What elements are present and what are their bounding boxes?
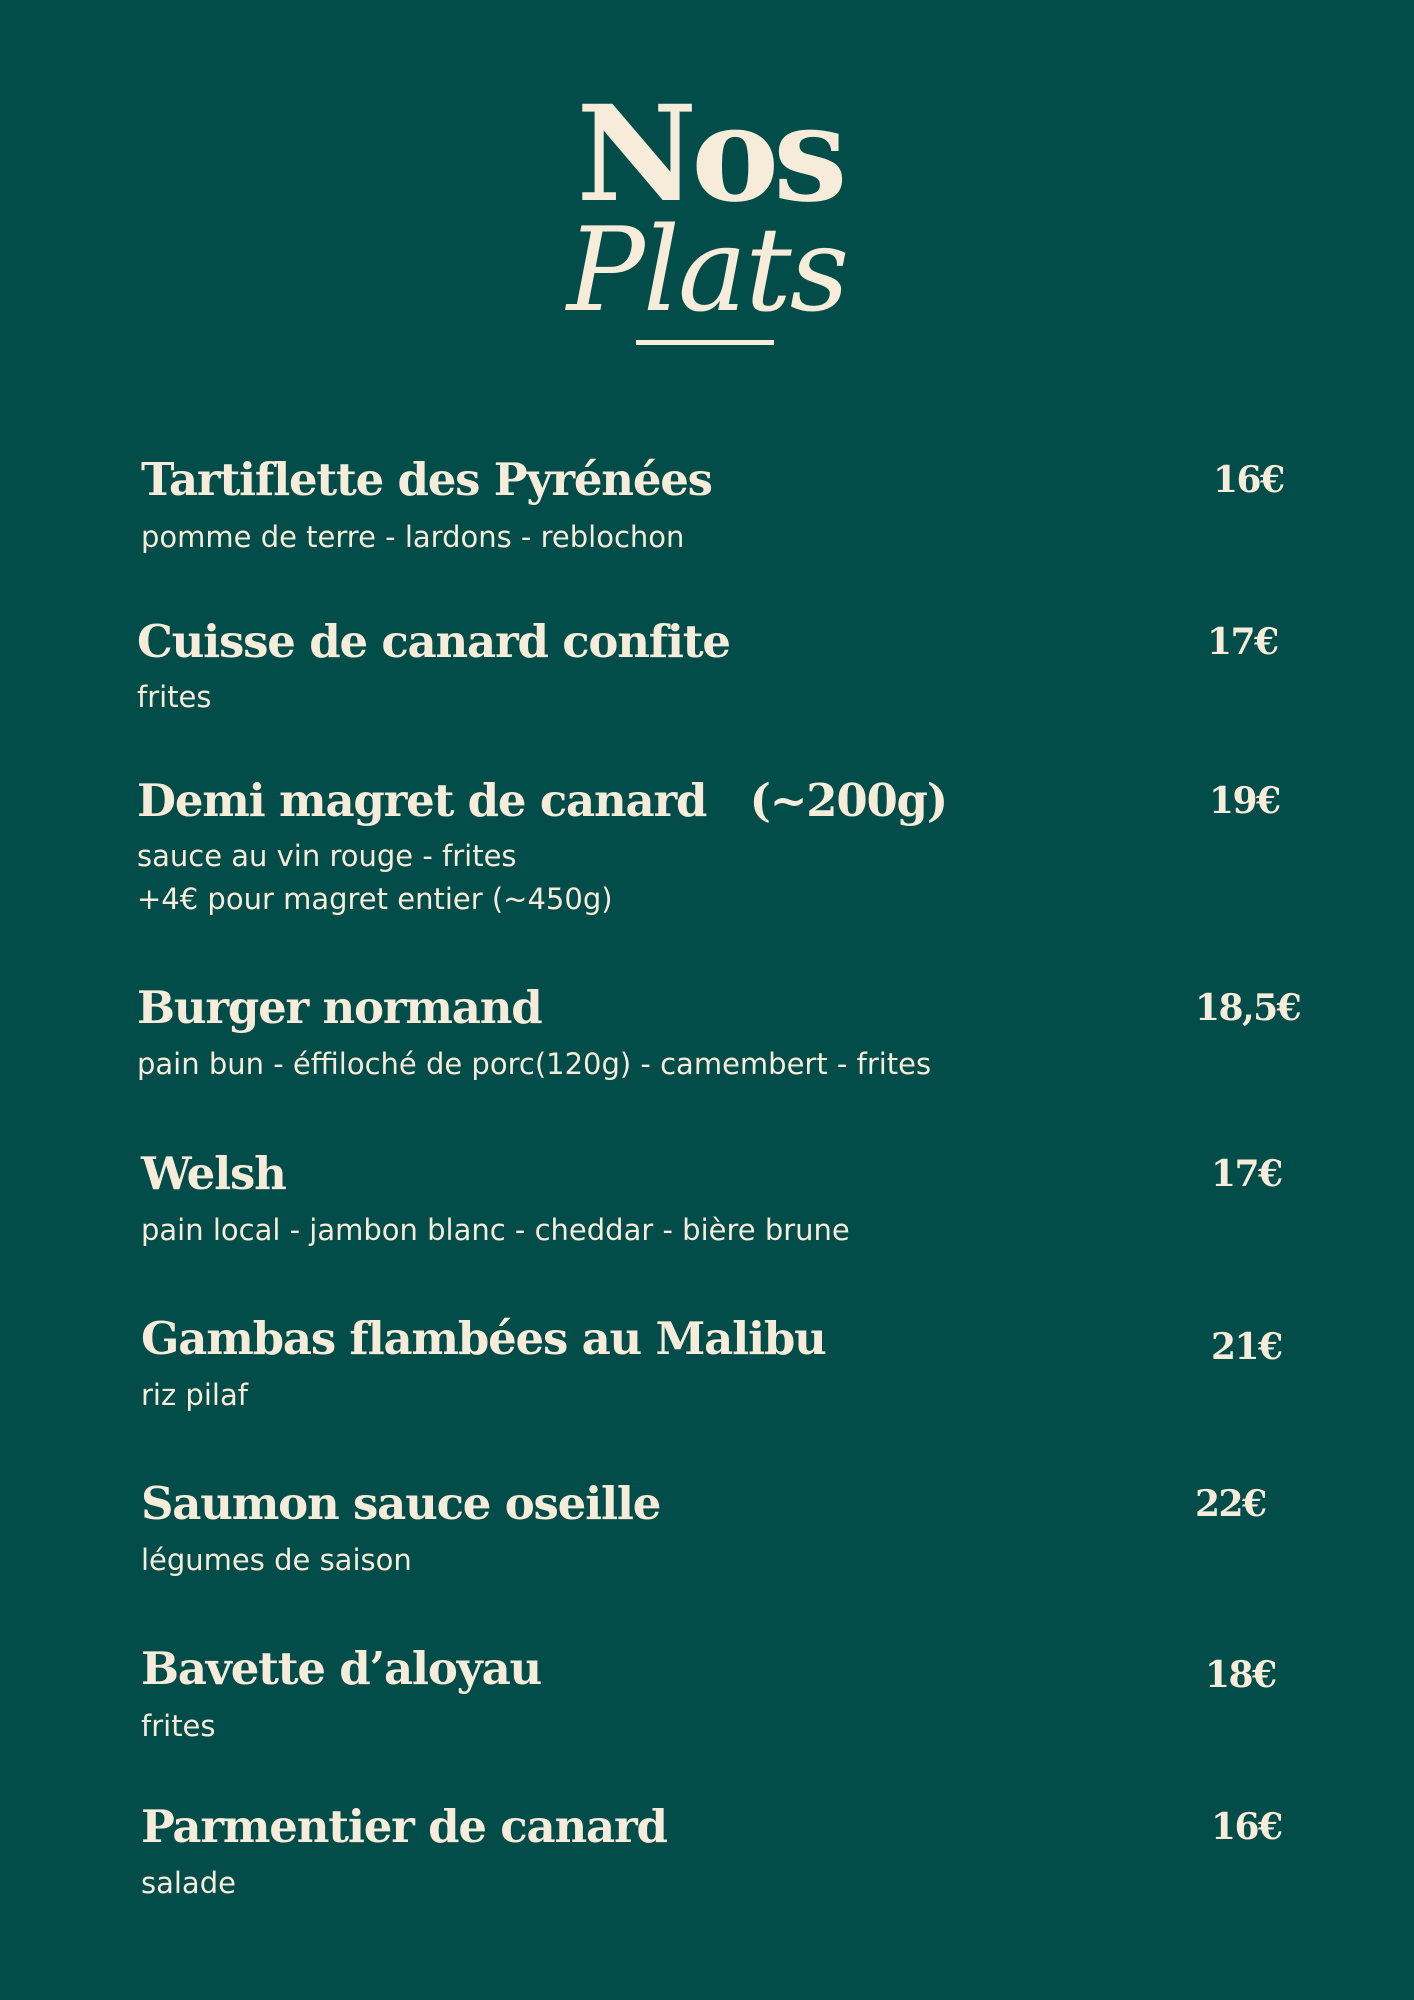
- dish-name: Welsh: [141, 1147, 286, 1200]
- dish-description: salade: [141, 1866, 236, 1900]
- dish-name: Bavette d’aloyau: [141, 1642, 542, 1695]
- dish-price: 16€: [1211, 1806, 1282, 1848]
- dish-description: frites: [141, 1709, 216, 1743]
- dish-name: Burger normand: [137, 981, 542, 1034]
- dish-description: pain local - jambon blanc - cheddar - bière brune: [141, 1213, 850, 1247]
- dish-price: 19€: [1209, 780, 1280, 822]
- dish-name: Cuisse de canard confite: [137, 615, 730, 668]
- dish-name: Saumon sauce oseille: [141, 1477, 661, 1530]
- heading-plats: Plats: [566, 203, 848, 338]
- dish-description: sauce au vin rouge - frites: [137, 839, 517, 873]
- heading-nos: Nos: [576, 77, 842, 232]
- dish-price: 16€: [1213, 459, 1284, 501]
- dish-description: frites: [137, 680, 212, 714]
- dish-name: Gambas flambées au Malibu: [141, 1312, 826, 1365]
- dish-description: légumes de saison: [141, 1543, 412, 1577]
- dish-name: Parmentier de canard: [141, 1800, 667, 1853]
- dish-price: 18€: [1205, 1654, 1276, 1696]
- dish-price: 22€: [1195, 1483, 1266, 1525]
- dish-description: riz pilaf: [141, 1378, 248, 1412]
- dish-price: 17€: [1207, 621, 1278, 663]
- dish-price: 18,5€: [1195, 987, 1301, 1029]
- menu-heading: [0, 77, 1414, 338]
- dish-description: pomme de terre - lardons - reblochon: [141, 520, 685, 554]
- dish-price: 21€: [1211, 1326, 1282, 1368]
- dish-price: 17€: [1211, 1153, 1282, 1195]
- dish-description: pain bun - éffiloché de porc(120g) - camembert - frites: [137, 1047, 932, 1081]
- dish-description-extra: +4€ pour magret entier (~450g): [137, 882, 613, 916]
- dish-name: Demi magret de canard (~200g): [137, 774, 947, 827]
- heading-underline: [636, 340, 774, 345]
- dish-name: Tartiflette des Pyrénées: [141, 453, 712, 506]
